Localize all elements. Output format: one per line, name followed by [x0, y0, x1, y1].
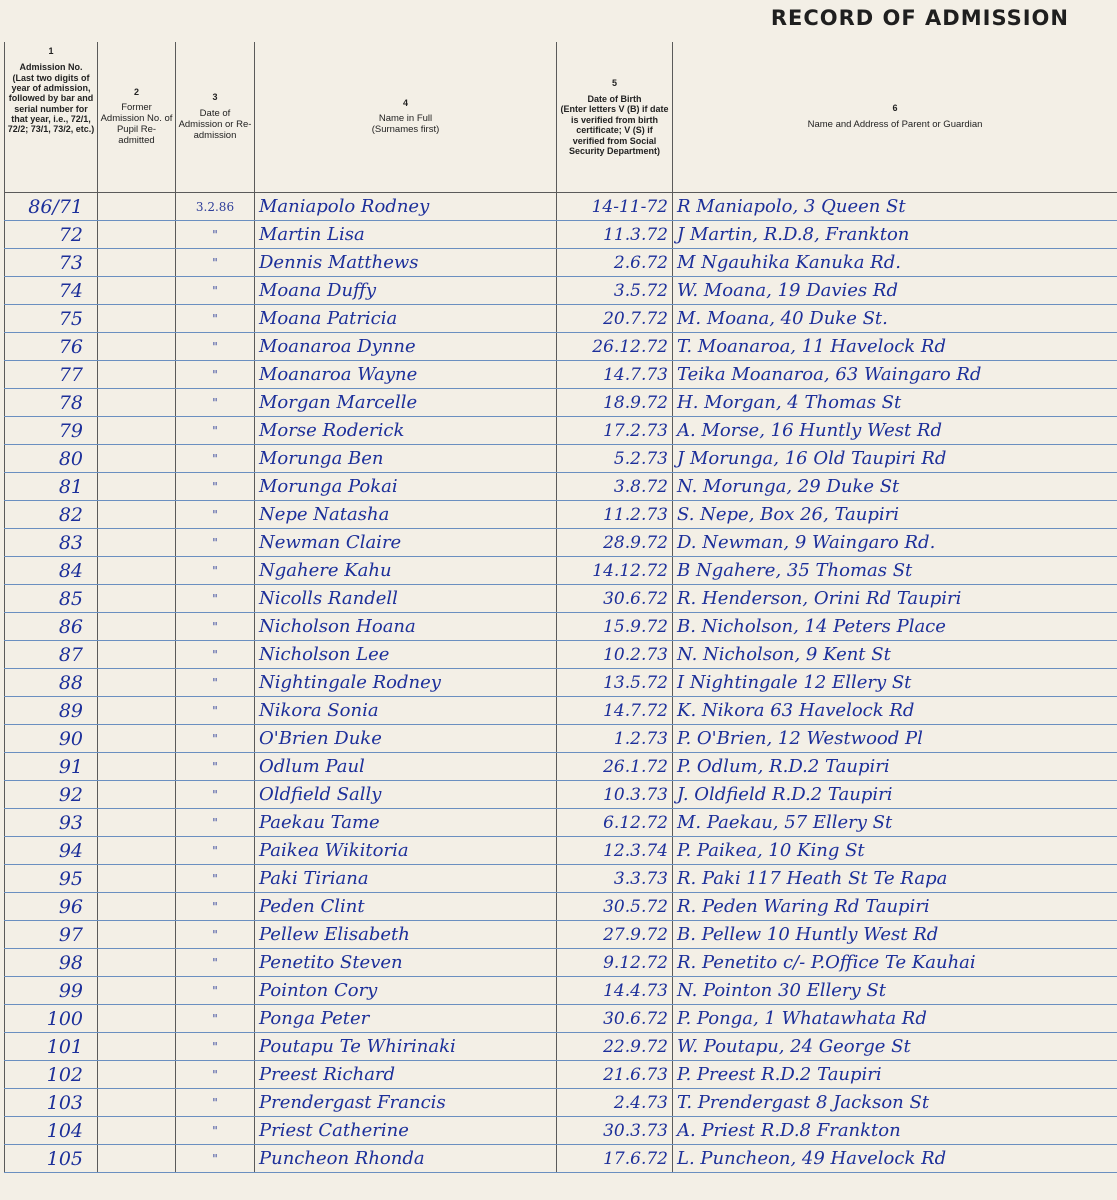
table-row [5, 1033, 1117, 1061]
admission-no-cell: 101 [5, 1033, 98, 1061]
admission-register-table [4, 42, 1117, 1173]
guardian-cell: N. Morunga, 29 Duke St [673, 473, 1117, 501]
pupil-name-cell: Puncheon Rhonda [255, 1145, 557, 1173]
date-of-admission-cell: " [176, 445, 255, 473]
admission-no-cell: 88 [5, 669, 98, 697]
former-admission-cell [98, 613, 176, 641]
admission-no-cell: 90 [5, 725, 98, 753]
guardian-cell: H. Morgan, 4 Thomas St [673, 389, 1117, 417]
former-admission-cell [98, 249, 176, 277]
admission-no-cell: 85 [5, 585, 98, 613]
pupil-name-cell: Odlum Paul [255, 753, 557, 781]
table-row [5, 1005, 1117, 1033]
guardian-cell: L. Puncheon, 49 Havelock Rd [673, 1145, 1117, 1173]
pupil-name-cell: Priest Catherine [255, 1117, 557, 1145]
pupil-name-cell: Morunga Pokai [255, 473, 557, 501]
date-of-birth-cell: 3.5.72 [557, 277, 673, 305]
former-admission-cell [98, 1089, 176, 1117]
column-number: 3 [212, 92, 218, 103]
admission-no-cell: 81 [5, 473, 98, 501]
admission-no-cell: 95 [5, 865, 98, 893]
table-row [5, 921, 1117, 949]
table-row [5, 305, 1117, 333]
date-of-birth-cell: 1.2.73 [557, 725, 673, 753]
pupil-name-cell: Nepe Natasha [255, 501, 557, 529]
table-row [5, 557, 1117, 585]
pupil-name-cell: Paekau Tame [255, 809, 557, 837]
guardian-cell: M. Paekau, 57 Ellery St [673, 809, 1117, 837]
date-of-admission-cell: " [176, 249, 255, 277]
admission-no-cell: 105 [5, 1145, 98, 1173]
guardian-cell: W. Poutapu, 24 George St [673, 1033, 1117, 1061]
guardian-cell: B. Pellew 10 Huntly West Rd [673, 921, 1117, 949]
table-row [5, 193, 1117, 221]
pupil-name-cell: Moanaroa Wayne [255, 361, 557, 389]
date-of-admission-cell: " [176, 893, 255, 921]
pupil-name-cell: Paikea Wikitoria [255, 837, 557, 865]
guardian-cell: R. Penetito c/- P.Office Te Kauhai [673, 949, 1117, 977]
column-label: Former Admission No. of Pupil Re-admitted [100, 102, 173, 147]
table-row [5, 809, 1117, 837]
former-admission-cell [98, 557, 176, 585]
pupil-name-cell: Pointon Cory [255, 977, 557, 1005]
table-row [5, 977, 1117, 1005]
date-of-birth-cell: 26.12.72 [557, 333, 673, 361]
column-note: (Enter letters V (B) if date is verified from birth certificate; V (S) if verified from Social Security Department) [560, 104, 669, 156]
pupil-name-cell: Penetito Steven [255, 949, 557, 977]
admission-no-cell: 86 [5, 613, 98, 641]
pupil-name-cell: Prendergast Francis [255, 1089, 557, 1117]
guardian-cell: Teika Moanaroa, 63 Waingaro Rd [673, 361, 1117, 389]
table-row [5, 1089, 1117, 1117]
admission-no-cell: 80 [5, 445, 98, 473]
table-row [5, 837, 1117, 865]
former-admission-cell [98, 837, 176, 865]
table-row [5, 697, 1117, 725]
column-note: (Surnames first) [371, 124, 440, 136]
guardian-cell: R. Peden Waring Rd Taupiri [673, 893, 1117, 921]
guardian-cell: I Nightingale 12 Ellery St [673, 669, 1117, 697]
guardian-cell: R. Paki 117 Heath St Te Rapa [673, 865, 1117, 893]
former-admission-cell [98, 977, 176, 1005]
date-of-admission-cell: " [176, 865, 255, 893]
table-row [5, 221, 1117, 249]
pupil-name-cell: Moanaroa Dynne [255, 333, 557, 361]
admission-no-cell: 76 [5, 333, 98, 361]
former-admission-cell [98, 949, 176, 977]
admission-no-cell: 73 [5, 249, 98, 277]
pupil-name-cell: Newman Claire [255, 529, 557, 557]
table-row [5, 333, 1117, 361]
admission-no-cell: 78 [5, 389, 98, 417]
date-of-birth-cell: 22.9.72 [557, 1033, 673, 1061]
guardian-cell: B Ngahere, 35 Thomas St [673, 557, 1117, 585]
column-label: Name in Full [378, 113, 433, 125]
date-of-birth-cell: 14.7.73 [557, 361, 673, 389]
pupil-name-cell: Morse Roderick [255, 417, 557, 445]
former-admission-cell [98, 389, 176, 417]
former-admission-cell [98, 417, 176, 445]
former-admission-cell [98, 1117, 176, 1145]
date-of-birth-cell: 18.9.72 [557, 389, 673, 417]
pupil-name-cell: Maniapolo Rodney [255, 193, 557, 221]
admission-no-cell: 99 [5, 977, 98, 1005]
admission-no-cell: 92 [5, 781, 98, 809]
table-row [5, 417, 1117, 445]
admission-no-cell: 89 [5, 697, 98, 725]
table-row [5, 1061, 1117, 1089]
column-header-name-in-full [255, 42, 557, 193]
admission-no-cell: 86/71 [5, 193, 98, 221]
date-of-admission-cell: " [176, 837, 255, 865]
date-of-birth-cell: 30.3.73 [557, 1117, 673, 1145]
pupil-name-cell: Morunga Ben [255, 445, 557, 473]
date-of-admission-cell: 3.2.86 [176, 193, 255, 221]
guardian-cell: P. Odlum, R.D.2 Taupiri [673, 753, 1117, 781]
admission-no-cell: 94 [5, 837, 98, 865]
date-of-birth-cell: 17.6.72 [557, 1145, 673, 1173]
header-row [5, 42, 1117, 193]
pupil-name-cell: Moana Duffy [255, 277, 557, 305]
date-of-birth-cell: 30.6.72 [557, 585, 673, 613]
guardian-cell: D. Newman, 9 Waingaro Rd. [673, 529, 1117, 557]
date-of-birth-cell: 14-11-72 [557, 193, 673, 221]
date-of-admission-cell: " [176, 921, 255, 949]
guardian-cell: P. Ponga, 1 Whatawhata Rd [673, 1005, 1117, 1033]
guardian-cell: A. Priest R.D.8 Frankton [673, 1117, 1117, 1145]
former-admission-cell [98, 781, 176, 809]
former-admission-cell [98, 921, 176, 949]
admission-no-cell: 82 [5, 501, 98, 529]
guardian-cell: P. Paikea, 10 King St [673, 837, 1117, 865]
former-admission-cell [98, 1033, 176, 1061]
pupil-name-cell: Ngahere Kahu [255, 557, 557, 585]
admission-no-cell: 104 [5, 1117, 98, 1145]
former-admission-cell [98, 641, 176, 669]
admission-no-cell: 84 [5, 557, 98, 585]
pupil-name-cell: Dennis Matthews [255, 249, 557, 277]
date-of-admission-cell: " [176, 697, 255, 725]
date-of-admission-cell: " [176, 277, 255, 305]
date-of-admission-cell: " [176, 1089, 255, 1117]
guardian-cell: K. Nikora 63 Havelock Rd [673, 697, 1117, 725]
admission-no-cell: 72 [5, 221, 98, 249]
date-of-birth-cell: 14.4.73 [557, 977, 673, 1005]
date-of-birth-cell: 14.12.72 [557, 557, 673, 585]
guardian-cell: T. Prendergast 8 Jackson St [673, 1089, 1117, 1117]
table-row [5, 445, 1117, 473]
column-header-date-of-birth [557, 42, 673, 193]
date-of-admission-cell: " [176, 361, 255, 389]
column-label: Admission No. [19, 62, 83, 73]
table-row [5, 277, 1117, 305]
date-of-admission-cell: " [176, 1061, 255, 1089]
former-admission-cell [98, 893, 176, 921]
admission-no-cell: 97 [5, 921, 98, 949]
guardian-cell: N. Nicholson, 9 Kent St [673, 641, 1117, 669]
former-admission-cell [98, 865, 176, 893]
guardian-cell: M Ngauhika Kanuka Rd. [673, 249, 1117, 277]
register-entries [5, 193, 1117, 1173]
former-admission-cell [98, 697, 176, 725]
date-of-admission-cell: " [176, 753, 255, 781]
date-of-birth-cell: 13.5.72 [557, 669, 673, 697]
date-of-admission-cell: " [176, 557, 255, 585]
former-admission-cell [98, 221, 176, 249]
pupil-name-cell: O'Brien Duke [255, 725, 557, 753]
former-admission-cell [98, 501, 176, 529]
column-header-date-of-admission [176, 42, 255, 193]
admission-no-cell: 91 [5, 753, 98, 781]
table-row [5, 613, 1117, 641]
column-label: Date of Admission or Re-admission [178, 107, 252, 141]
table-row [5, 361, 1117, 389]
former-admission-cell [98, 333, 176, 361]
pupil-name-cell: Morgan Marcelle [255, 389, 557, 417]
pupil-name-cell: Poutapu Te Whirinaki [255, 1033, 557, 1061]
guardian-cell: N. Pointon 30 Ellery St [673, 977, 1117, 1005]
guardian-cell: P. O'Brien, 12 Westwood Pl [673, 725, 1117, 753]
date-of-birth-cell: 5.2.73 [557, 445, 673, 473]
column-number: 5 [611, 77, 617, 88]
table-row [5, 529, 1117, 557]
table-row [5, 753, 1117, 781]
admission-no-cell: 75 [5, 305, 98, 333]
pupil-name-cell: Nicholson Hoana [255, 613, 557, 641]
admission-no-cell: 96 [5, 893, 98, 921]
date-of-birth-cell: 11.2.73 [557, 501, 673, 529]
former-admission-cell [98, 529, 176, 557]
date-of-birth-cell: 27.9.72 [557, 921, 673, 949]
pupil-name-cell: Nikora Sonia [255, 697, 557, 725]
former-admission-cell [98, 473, 176, 501]
pupil-name-cell: Ponga Peter [255, 1005, 557, 1033]
guardian-cell: P. Preest R.D.2 Taupiri [673, 1061, 1117, 1089]
date-of-admission-cell: " [176, 389, 255, 417]
admission-no-cell: 74 [5, 277, 98, 305]
guardian-cell: S. Nepe, Box 26, Taupiri [673, 501, 1117, 529]
admission-no-cell: 87 [5, 641, 98, 669]
table-row [5, 501, 1117, 529]
date-of-birth-cell: 30.6.72 [557, 1005, 673, 1033]
date-of-admission-cell: " [176, 1145, 255, 1173]
table-row [5, 1117, 1117, 1145]
admission-no-cell: 83 [5, 529, 98, 557]
pupil-name-cell: Nicholson Lee [255, 641, 557, 669]
date-of-birth-cell: 17.2.73 [557, 417, 673, 445]
column-header-former-admission [98, 42, 176, 193]
former-admission-cell [98, 669, 176, 697]
date-of-birth-cell: 10.2.73 [557, 641, 673, 669]
table-row [5, 473, 1117, 501]
guardian-cell: R Maniapolo, 3 Queen St [673, 193, 1117, 221]
date-of-birth-cell: 14.7.72 [557, 697, 673, 725]
date-of-birth-cell: 9.12.72 [557, 949, 673, 977]
table-row [5, 641, 1117, 669]
table-row [5, 1145, 1117, 1173]
former-admission-cell [98, 277, 176, 305]
page-title: RECORD OF ADMISSION [770, 6, 1069, 30]
date-of-birth-cell: 26.1.72 [557, 753, 673, 781]
guardian-cell: J Morunga, 16 Old Taupiri Rd [673, 445, 1117, 473]
former-admission-cell [98, 1005, 176, 1033]
guardian-cell: M. Moana, 40 Duke St. [673, 305, 1117, 333]
former-admission-cell [98, 193, 176, 221]
date-of-admission-cell: " [176, 501, 255, 529]
former-admission-cell [98, 1061, 176, 1089]
date-of-admission-cell: " [176, 1117, 255, 1145]
table-row [5, 389, 1117, 417]
guardian-cell: B. Nicholson, 14 Peters Place [673, 613, 1117, 641]
admission-no-cell: 77 [5, 361, 98, 389]
former-admission-cell [98, 585, 176, 613]
date-of-admission-cell: " [176, 613, 255, 641]
table-row [5, 893, 1117, 921]
table-row [5, 781, 1117, 809]
pupil-name-cell: Peden Clint [255, 893, 557, 921]
former-admission-cell [98, 1145, 176, 1173]
pupil-name-cell: Nicolls Randell [255, 585, 557, 613]
column-label: Name and Address of Parent or Guardian [807, 118, 983, 130]
column-number: 6 [892, 103, 898, 114]
table-row [5, 949, 1117, 977]
column-header-admission-no [5, 42, 98, 193]
date-of-birth-cell: 28.9.72 [557, 529, 673, 557]
column-number: 2 [133, 86, 139, 97]
guardian-cell: T. Moanaroa, 11 Havelock Rd [673, 333, 1117, 361]
date-of-birth-cell: 30.5.72 [557, 893, 673, 921]
date-of-admission-cell: " [176, 585, 255, 613]
date-of-admission-cell: " [176, 641, 255, 669]
guardian-cell: R. Henderson, Orini Rd Taupiri [673, 585, 1117, 613]
pupil-name-cell: Moana Patricia [255, 305, 557, 333]
date-of-birth-cell: 3.3.73 [557, 865, 673, 893]
date-of-admission-cell: " [176, 221, 255, 249]
pupil-name-cell: Nightingale Rodney [255, 669, 557, 697]
column-number: 1 [48, 46, 54, 56]
guardian-cell: A. Morse, 16 Huntly West Rd [673, 417, 1117, 445]
admission-no-cell: 100 [5, 1005, 98, 1033]
date-of-admission-cell: " [176, 305, 255, 333]
table-row [5, 865, 1117, 893]
former-admission-cell [98, 809, 176, 837]
date-of-birth-cell: 2.6.72 [557, 249, 673, 277]
pupil-name-cell: Martin Lisa [255, 221, 557, 249]
date-of-birth-cell: 11.3.72 [557, 221, 673, 249]
former-admission-cell [98, 725, 176, 753]
date-of-admission-cell: " [176, 473, 255, 501]
date-of-admission-cell: " [176, 529, 255, 557]
date-of-admission-cell: " [176, 725, 255, 753]
date-of-birth-cell: 3.8.72 [557, 473, 673, 501]
admission-no-cell: 93 [5, 809, 98, 837]
pupil-name-cell: Pellew Elisabeth [255, 921, 557, 949]
pupil-name-cell: Oldfield Sally [255, 781, 557, 809]
date-of-admission-cell: " [176, 949, 255, 977]
table-row [5, 669, 1117, 697]
date-of-birth-cell: 21.6.73 [557, 1061, 673, 1089]
date-of-birth-cell: 15.9.72 [557, 613, 673, 641]
date-of-admission-cell: " [176, 417, 255, 445]
date-of-admission-cell: " [176, 809, 255, 837]
date-of-birth-cell: 20.7.72 [557, 305, 673, 333]
date-of-admission-cell: " [176, 781, 255, 809]
admission-no-cell: 103 [5, 1089, 98, 1117]
former-admission-cell [98, 445, 176, 473]
former-admission-cell [98, 305, 176, 333]
date-of-birth-cell: 6.12.72 [557, 809, 673, 837]
guardian-cell: J Martin, R.D.8, Frankton [673, 221, 1117, 249]
date-of-admission-cell: " [176, 1005, 255, 1033]
date-of-birth-cell: 10.3.73 [557, 781, 673, 809]
date-of-admission-cell: " [176, 669, 255, 697]
date-of-admission-cell: " [176, 977, 255, 1005]
admission-no-cell: 79 [5, 417, 98, 445]
guardian-cell: W. Moana, 19 Davies Rd [673, 277, 1117, 305]
admission-no-cell: 102 [5, 1061, 98, 1089]
date-of-admission-cell: " [176, 333, 255, 361]
former-admission-cell [98, 361, 176, 389]
pupil-name-cell: Paki Tiriana [255, 865, 557, 893]
pupil-name-cell: Preest Richard [255, 1061, 557, 1089]
table-row [5, 249, 1117, 277]
admission-no-cell: 98 [5, 949, 98, 977]
date-of-birth-cell: 2.4.73 [557, 1089, 673, 1117]
column-label: Date of Birth [587, 94, 642, 105]
former-admission-cell [98, 753, 176, 781]
date-of-admission-cell: " [176, 1033, 255, 1061]
table-row [5, 725, 1117, 753]
guardian-cell: J. Oldfield R.D.2 Taupiri [673, 781, 1117, 809]
table-row [5, 585, 1117, 613]
column-note: (Last two digits of year of admission, followed by bar and serial number for that year, i.e., 72/1, 72/2; 73/1, 73/2, etc.) [7, 72, 95, 135]
column-header-parent-guardian [673, 42, 1117, 193]
date-of-birth-cell: 12.3.74 [557, 837, 673, 865]
column-number: 4 [402, 97, 408, 108]
